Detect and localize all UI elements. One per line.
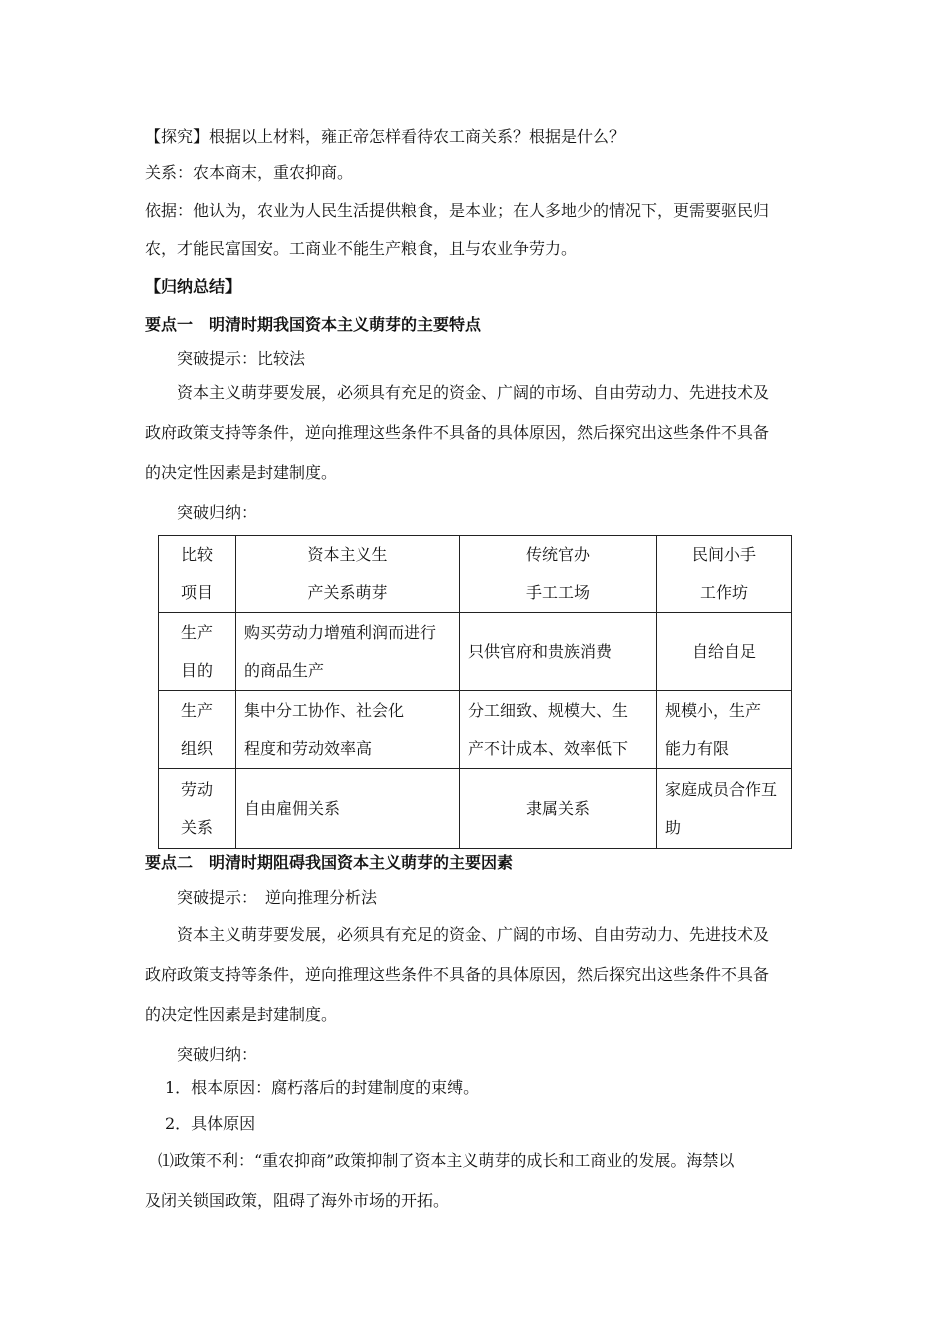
point1-summary-label: 突破归纳： <box>177 503 258 522</box>
table-row <box>159 769 792 849</box>
point1-para-line1: 资本主义萌芽要发展，必须具有充足的资金、广阔的市场、自由劳动力、先进技术及 <box>177 383 770 402</box>
cell-organization-private: 规模小，生产 能力有限 <box>657 691 792 769</box>
point2-para-line2: 政府政策支持等条件，逆向推理这些条件不具备的具体原因，然后探究出这些条件不具备 <box>145 965 770 984</box>
point1-hint: 突破提示：比较法 <box>177 349 306 368</box>
explore-relation: 关系：农本商末，重农抑商。 <box>145 163 354 182</box>
header-private-workshop: 民间小手 工作坊 <box>657 536 792 613</box>
explore-basis-line2: 农，才能民富国安。工商业不能生产粮食，且与农业争劳力。 <box>145 239 578 258</box>
explore-question: 【探究】根据以上材料，雍正帝怎样看待农工商关系？根据是什么？ <box>145 127 626 146</box>
point1-para-line2: 政府政策支持等条件，逆向推理这些条件不具备的具体原因，然后探究出这些条件不具备 <box>145 423 770 442</box>
row-label-organization: 生产 组织 <box>159 691 236 769</box>
point2-item2: 2．具体原因 <box>165 1114 256 1133</box>
point2-heading: 要点二 明清时期阻碍我国资本主义萌芽的主要因素 <box>145 853 514 872</box>
explore-basis-line1: 依据：他认为，农业为人民生活提供粮食，是本业；在人多地少的情况下，更需要驱民归 <box>145 201 770 220</box>
cell-labor-capitalist: 自由雇佣关系 <box>236 769 460 849</box>
cell-organization-capitalist: 集中分工协作、社会化 程度和劳动效率高 <box>236 691 460 769</box>
comparison-table <box>158 535 792 849</box>
row-label-labor: 劳动 关系 <box>159 769 236 849</box>
point2-item1: 1．根本原因：腐朽落后的封建制度的束缚。 <box>165 1078 480 1097</box>
table-header-row <box>159 536 792 613</box>
point2-para-line1: 资本主义萌芽要发展，必须具有充足的资金、广阔的市场、自由劳动力、先进技术及 <box>177 925 770 944</box>
header-capitalist: 资本主义生 产关系萌芽 <box>236 536 460 613</box>
point1-heading: 要点一 明清时期我国资本主义萌芽的主要特点 <box>145 315 482 334</box>
header-compare-item: 比较 项目 <box>159 536 236 613</box>
point2-sub1-line1: ⑴政策不利：“重农抑商”政策抑制了资本主义萌芽的成长和工商业的发展。海禁以 <box>158 1151 735 1170</box>
point2-summary-label: 突破归纳： <box>177 1045 258 1064</box>
table-row <box>159 691 792 769</box>
table-row <box>159 613 792 691</box>
cell-organization-official: 分工细致、规模大、生 产不计成本、效率低下 <box>460 691 657 769</box>
point2-para-line3: 的决定性因素是封建制度。 <box>145 1005 338 1024</box>
point2-sub1-line2: 及闭关锁国政策，阻碍了海外市场的开拓。 <box>145 1191 450 1210</box>
point1-para-line3: 的决定性因素是封建制度。 <box>145 463 338 482</box>
summary-heading: 【归纳总结】 <box>145 277 242 296</box>
cell-labor-official: 隶属关系 <box>460 769 657 849</box>
point2-hint: 突破提示： 逆向推理分析法 <box>177 888 378 907</box>
header-official-workshop: 传统官办 手工工场 <box>460 536 657 613</box>
row-label-purpose: 生产 目的 <box>159 613 236 691</box>
cell-purpose-official: 只供官府和贵族消费 <box>460 613 657 691</box>
cell-purpose-capitalist: 购买劳动力增殖利润而进行 的商品生产 <box>236 613 460 691</box>
cell-labor-private: 家庭成员合作互 助 <box>657 769 792 849</box>
cell-purpose-private: 自给自足 <box>657 613 792 691</box>
